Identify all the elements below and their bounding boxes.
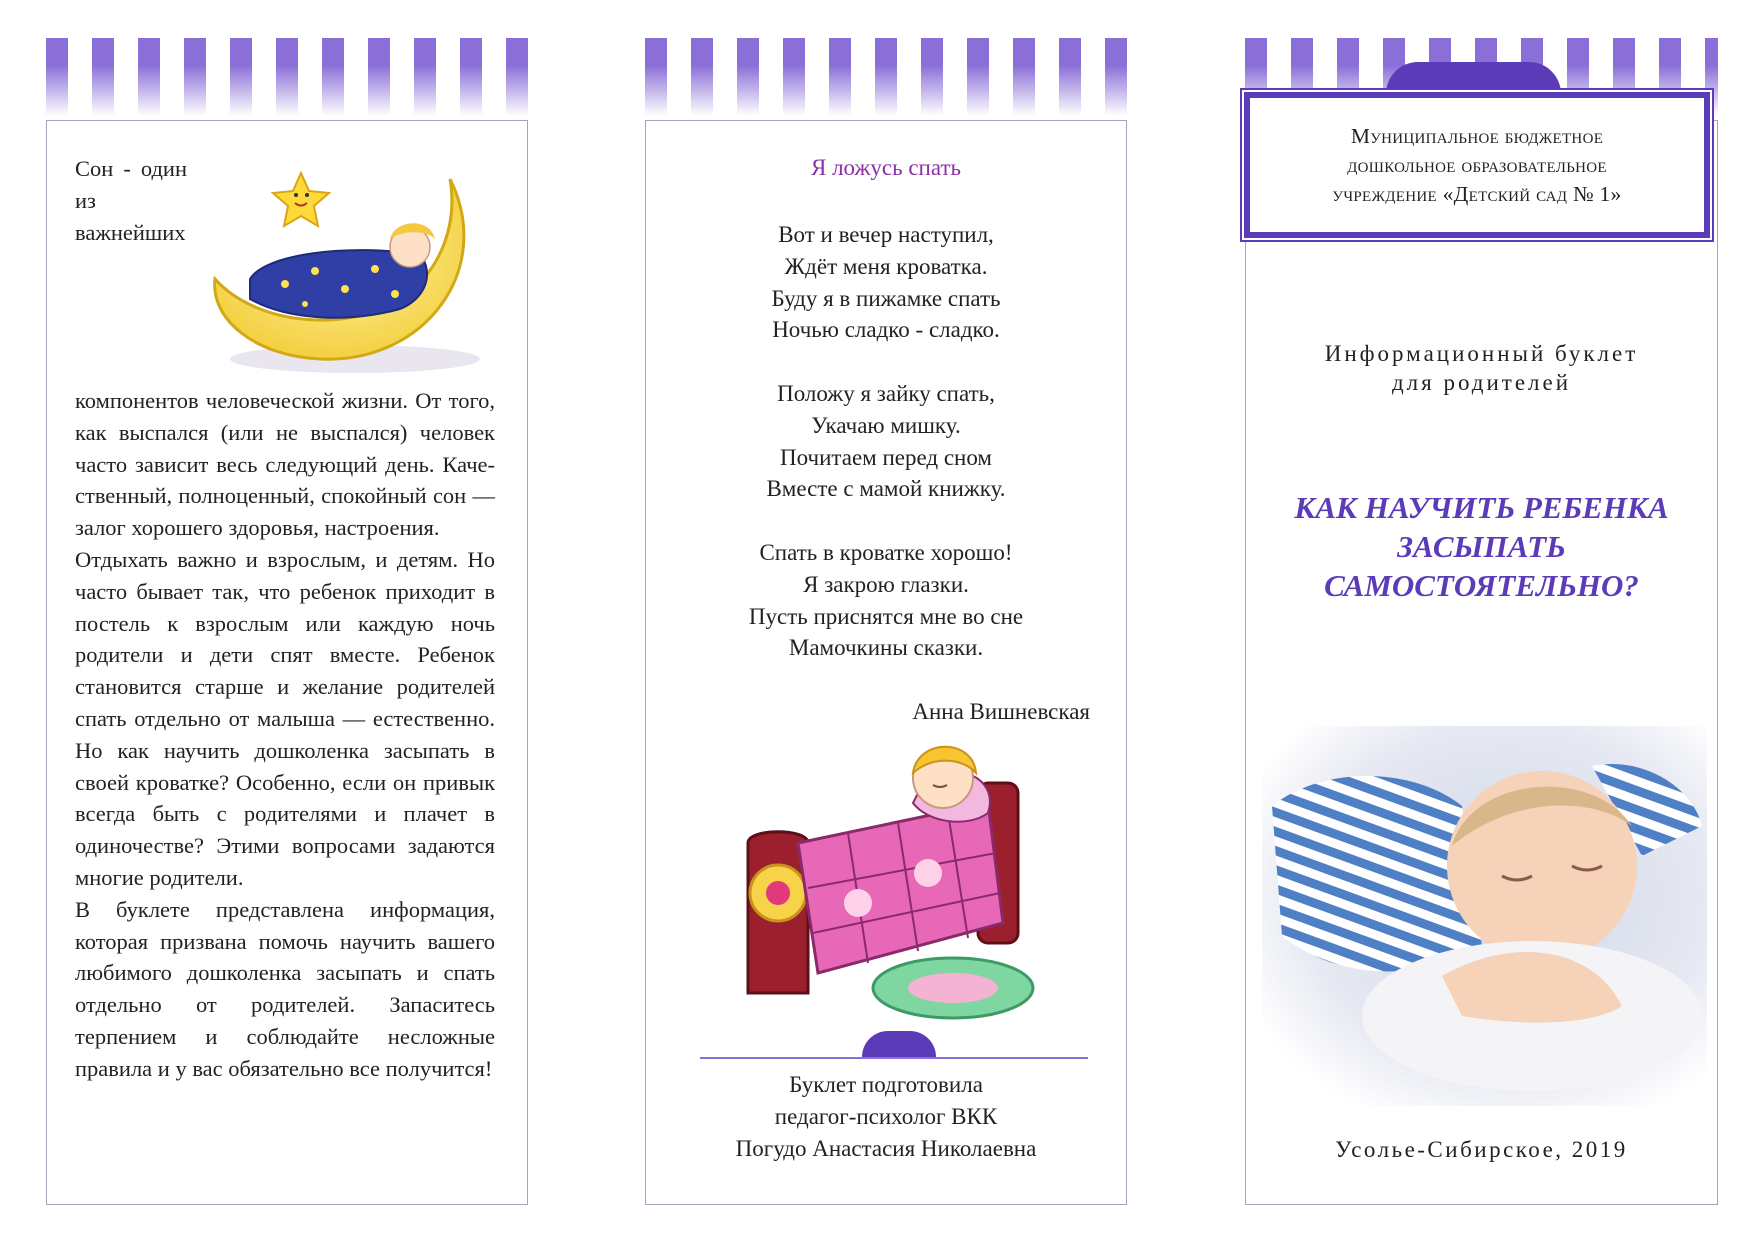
intro-text (75, 153, 495, 1085)
city-year: Усолье-Сибирское, 2019 (1335, 1137, 1628, 1162)
divider-line (700, 1057, 1088, 1059)
emblem-ornament (862, 1031, 936, 1057)
panel-poem (645, 120, 1127, 1205)
panel-cover (1245, 120, 1718, 1205)
decor-stripes-left (46, 38, 528, 116)
panel-intro (46, 120, 528, 1205)
intro-paragraph-2: Отдыхать важно и взрослым, и детям. Но часто бывает так, что ребенок приходит в постель к взрослым или каждую ночь родители и дети спят вместе. Ребенок становится старше и желание родителей спать отдельно от малыша — естественно. Но как научить дошколенка засыпать в своей кроватке? Особенно, если он привык всегда быть с родителями и плачет в одиночестве? Этими вопросами задаются многие родители. (75, 546, 495, 890)
poem-stanza-2: Положу я зайку спать, Укачаю мишку. Почитаем перед сном Вместе с мамой книжку. (766, 380, 1006, 502)
poem-stanza-1: Вот и вечер наступил, Ждёт меня кроватка. Буду я в пижамке спать Ночью сладко - сладко. (771, 222, 1001, 343)
intro-paragraph-1: Сон - один из важнейших компонентов человеческой жизни. От того, как выспался (или не выспался) человек часто зависит весь следующий день. Качественный, полноценный, спокойный сон — залог хорошего здоровья, настроения. (75, 156, 495, 541)
booklet-credits: Буклет подготовила педагог-психолог ВКК Погудо Анастасия Николаевна (735, 1072, 1037, 1161)
sleeping-on-moon-illustration (195, 159, 495, 381)
booklet-title: КАК НАУЧИТЬ РЕБЕНКА ЗАСЫПАТЬ САМОСТОЯТЕЛЬНО? (1294, 490, 1669, 603)
decor-stripes-middle (645, 38, 1127, 116)
organization-name: Муниципальное бюджетное дошкольное образовательное учреждение «Детский сад № 1» (1244, 92, 1710, 238)
poem-author: Анна Вишневская (912, 699, 1090, 724)
emblem-ornament-top (1386, 62, 1561, 94)
sleeping-baby-photo (1262, 726, 1707, 1106)
child-in-bed-illustration (728, 733, 1058, 1045)
booklet-subtitle: Информационный буклет для родителей (1324, 341, 1639, 395)
poem-stanza-3: Спать в кроватке хорошо! Я закрою глазки. Пусть приснятся мне во сне Мамочкины сказки. (748, 539, 1024, 661)
poem-title: Я ложусь спать (810, 155, 961, 180)
poem (646, 219, 1126, 696)
intro-paragraph-3: В буклете представлена информация, которая призвана помочь научить вашего любимого дошколенка засыпать и спать отдельно от родителей. Запаситесь терпением и соблюдайте несложные правила и у вас обязательно все получится! (75, 896, 495, 1081)
